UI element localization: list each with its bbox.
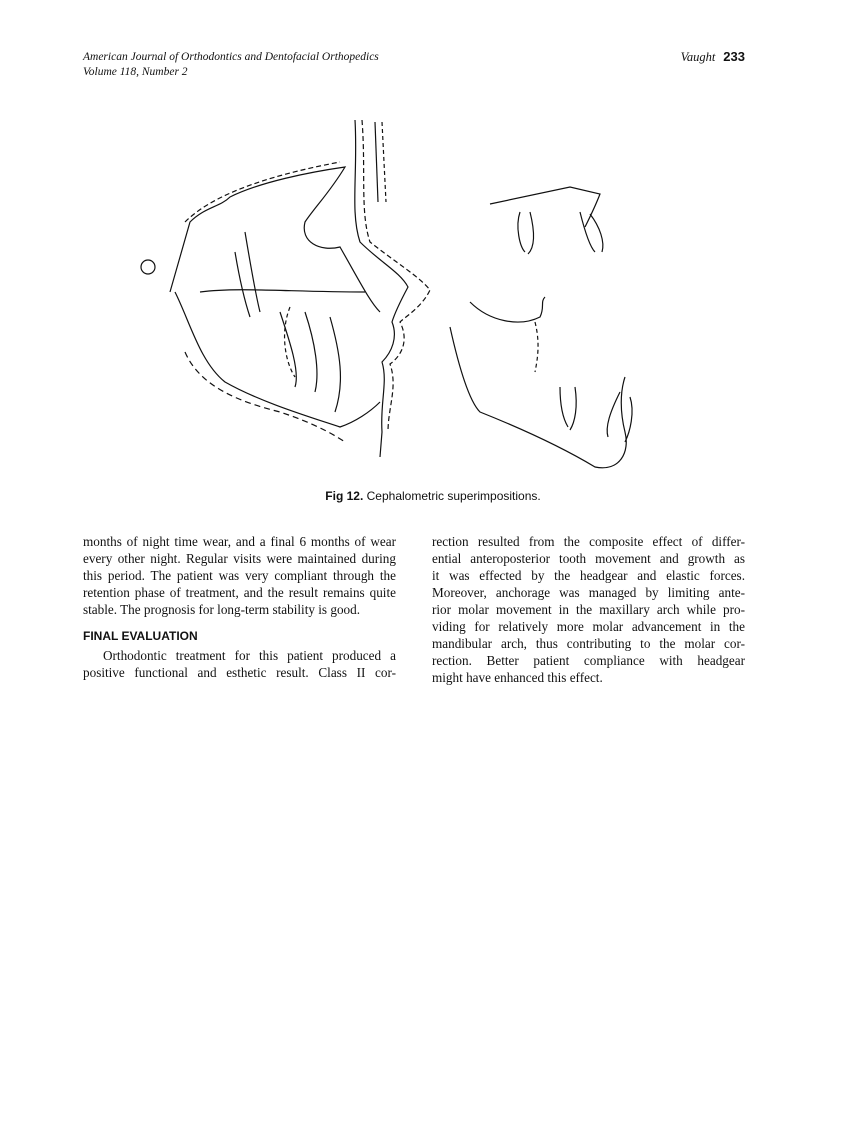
text-line: Moreover, anchorage was managed by limiting ante-	[432, 585, 745, 600]
full-head-tracing	[141, 120, 430, 457]
text-line: rection. Better patient compliance with headgear	[432, 653, 745, 668]
text-line: stable. The prognosis for long-term stability is good.	[83, 602, 361, 617]
text-line: months of night time wear, and a final 6 months of wear	[83, 534, 396, 549]
section-heading: FINAL EVALUATION	[83, 629, 198, 643]
right-column	[432, 533, 745, 686]
journal-title: American Journal of Orthodontics and Dentofacial Orthopedics	[83, 51, 379, 63]
text-line: retention phase of treatment, and the result remains quite	[83, 585, 396, 600]
text-line: might have enhanced this effect.	[432, 670, 603, 685]
text-line: rection resulted from the composite effect of differ-	[432, 534, 745, 549]
text-line: positive functional and esthetic result. Class II cor-	[83, 665, 396, 680]
text-line: it was effected by the headgear and elastic forces.	[432, 568, 745, 583]
text-line: ential anteroposterior tooth movement and growth as	[432, 551, 745, 566]
left-column	[83, 533, 396, 681]
text-line: Orthodontic treatment for this patient produced a	[103, 648, 396, 663]
journal-volume: Volume 118, Number 2	[83, 66, 188, 78]
mandible-tracing	[450, 297, 632, 468]
page-number: 233	[723, 49, 745, 64]
figure-label: Fig 12.	[325, 489, 364, 503]
maxilla-tracing	[490, 187, 603, 254]
text-line: this period. The patient was very compliant through the	[83, 568, 396, 583]
cephalometric-figure	[130, 112, 650, 472]
text-line: every other night. Regular visits were maintained during	[83, 551, 396, 566]
text-line: mandibular arch, thus contributing to the molar cor-	[432, 636, 745, 651]
author: Vaught	[680, 50, 716, 64]
running-head	[681, 49, 745, 65]
figure-caption	[0, 489, 866, 503]
text-line: rior molar movement in the maxillary arch while pro-	[432, 602, 745, 617]
text-line: viding for relatively more molar advancement in the	[432, 619, 745, 634]
figure-caption-text: Cephalometric superimpositions.	[366, 489, 541, 503]
